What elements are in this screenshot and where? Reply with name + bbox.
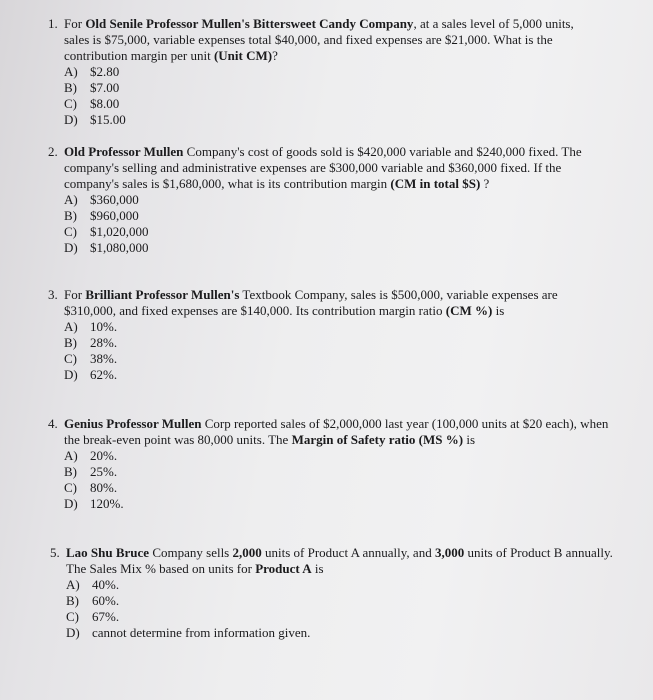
answer-options (64, 319, 604, 383)
answer-option[interactable]: C) $8.00 (64, 96, 120, 111)
answer-option[interactable]: B) $960,000 (64, 208, 139, 223)
answer-option[interactable]: C) 67%. (66, 609, 120, 624)
answer-option[interactable]: C) $1,020,000 (64, 224, 149, 239)
answer-options (64, 64, 596, 128)
question-stem: Genius Professor Mullen Corp reported sales of $2,000,000 last year (100,000 units at $20 each), when the break-even point was 80,000 units. The Margin of Safety ratio (MS %) is (64, 416, 609, 447)
answer-option[interactable]: A) $360,000 (64, 192, 139, 207)
answer-option[interactable]: A) 40%. (66, 577, 120, 592)
question-stem: Lao Shu Bruce Company sells 2,000 units of Product A annually, and 3,000 units of Product B annually. The Sales Mix % based on units for Product A is (66, 545, 613, 576)
question-number: 4. (48, 416, 58, 431)
answer-option[interactable]: B) $7.00 (64, 80, 120, 95)
question-number: 1. (48, 16, 58, 31)
question-stem: For Old Senile Professor Mullen's Bittersweet Candy Company, at a sales level of 5,000 units, sales is $75,000, variable expenses total $40,000, and fixed expenses are $21,000. What is the contribution margin per unit (Unit CM)? (64, 16, 574, 63)
question-3 (48, 287, 604, 383)
answer-option[interactable]: D) $1,080,000 (64, 240, 149, 255)
question-number: 3. (48, 287, 58, 302)
question-5 (50, 545, 620, 641)
answer-option[interactable]: D) 120%. (64, 496, 124, 511)
question-number: 2. (48, 144, 58, 159)
question-4 (48, 416, 610, 512)
question-stem: For Brilliant Professor Mullen's Textbook Company, sales is $500,000, variable expenses are $310,000, and fixed expenses are $140,000. Its contribution margin ratio (CM %) is (64, 287, 558, 318)
answer-option[interactable]: A) $2.80 (64, 64, 120, 79)
answer-options (64, 448, 610, 512)
answer-option[interactable]: D) 62%. (64, 367, 118, 382)
answer-option[interactable]: A) 20%. (64, 448, 118, 463)
answer-option[interactable]: D) $15.00 (64, 112, 126, 127)
question-stem: Old Professor Mullen Company's cost of goods sold is $420,000 variable and $240,000 fixed. The company's selling and administrative expenses are $300,000 variable and $360,000 fixed. If the company's sales is $1,680,000, what is its contribution margin (CM in total $S) ? (64, 144, 582, 191)
answer-option[interactable]: B) 25%. (64, 464, 118, 479)
question-number: 5. (50, 545, 60, 560)
answer-options (64, 192, 608, 256)
question-1 (48, 16, 596, 128)
question-2 (48, 144, 608, 256)
answer-option[interactable]: A) 10%. (64, 319, 118, 334)
answer-option[interactable]: B) 28%. (64, 335, 118, 350)
answer-option[interactable]: C) 38%. (64, 351, 118, 366)
answer-option[interactable]: B) 60%. (66, 593, 120, 608)
answer-option[interactable]: C) 80%. (64, 480, 118, 495)
answer-options (66, 577, 620, 641)
answer-option[interactable]: D) cannot determine from information given. (66, 625, 311, 640)
